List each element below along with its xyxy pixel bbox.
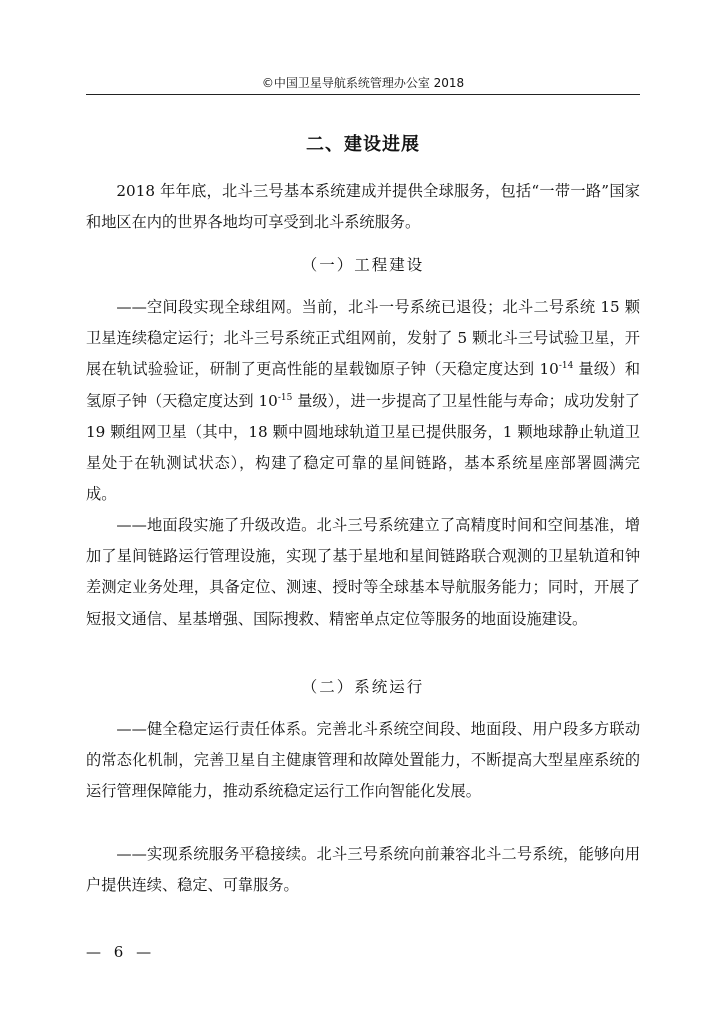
space-text-c: 量级），进一步提高了卫星性能与寿命；成功发射了 19 颗组网卫星（其中，18 颗中圆地球轨道卫星已提供服务，1 颗地球静止轨道卫星处于在轨测试状态），构建了稳定可靠的星间链路，基本系统星座部署圆满完成。 xyxy=(86,391,640,504)
intro-paragraph: 2018 年年底，北斗三号基本系统建成并提供全球服务，包括“一带一路”国家和地区在内的世界各地均可享受到北斗系统服务。 xyxy=(86,182,640,232)
page-number: — 6 — xyxy=(86,943,156,961)
space-segment-paragraph xyxy=(86,292,640,510)
subsection-title-engineering: （一）工程建设 xyxy=(301,256,425,274)
section-title: 二、建设进展 xyxy=(306,134,420,155)
exponent-hydrogen: -15 xyxy=(277,392,293,403)
exponent-rubidium: -14 xyxy=(558,361,574,372)
space-text-a: ——空间段实现全球组网。当前，北斗一号系统已退役；北斗二号系统 15 颗卫星连续稳定运行；北斗三号系统正式组网前，发射了 5 颗北斗三号试验卫星，开展在轨试验验证，研制了更高性能的星载铷原子钟（天稳定度达到 10 xyxy=(86,298,640,379)
space-text-b: 量级）和氢原子钟（天稳定度达到 10 xyxy=(86,360,641,410)
page-header: ©中国卫星导航系统管理办公室 2018 xyxy=(261,76,465,90)
header-divider xyxy=(86,94,640,95)
subsection-title-operations: （二）系统运行 xyxy=(301,678,425,696)
ground-segment-paragraph: ——地面段实施了升级改造。北斗三号系统建立了高精度时间和空间基准，增加了星间链路运行管理设施，实现了基于星地和星间链路联合观测的卫星轨道和钟差测定业务处理，具备定位、测速、授时等全球基本导航服务能力；同时，开展了短报文通信、星基增强、国际搜救、精密单点定位等服务的地面设施建设。 xyxy=(86,516,640,628)
operations-paragraph-2: ——实现系统服务平稳接续。北斗三号系统向前兼容北斗二号系统，能够向用户提供连续、稳定、可靠服务。 xyxy=(86,845,640,895)
operations-paragraph-1: ——健全稳定运行责任体系。完善北斗系统空间段、地面段、用户段多方联动的常态化机制，完善卫星自主健康管理和故障处置能力，不断提高大型星座系统的运行管理保障能力，推动系统稳定运行工作向智能化发展。 xyxy=(86,720,640,801)
